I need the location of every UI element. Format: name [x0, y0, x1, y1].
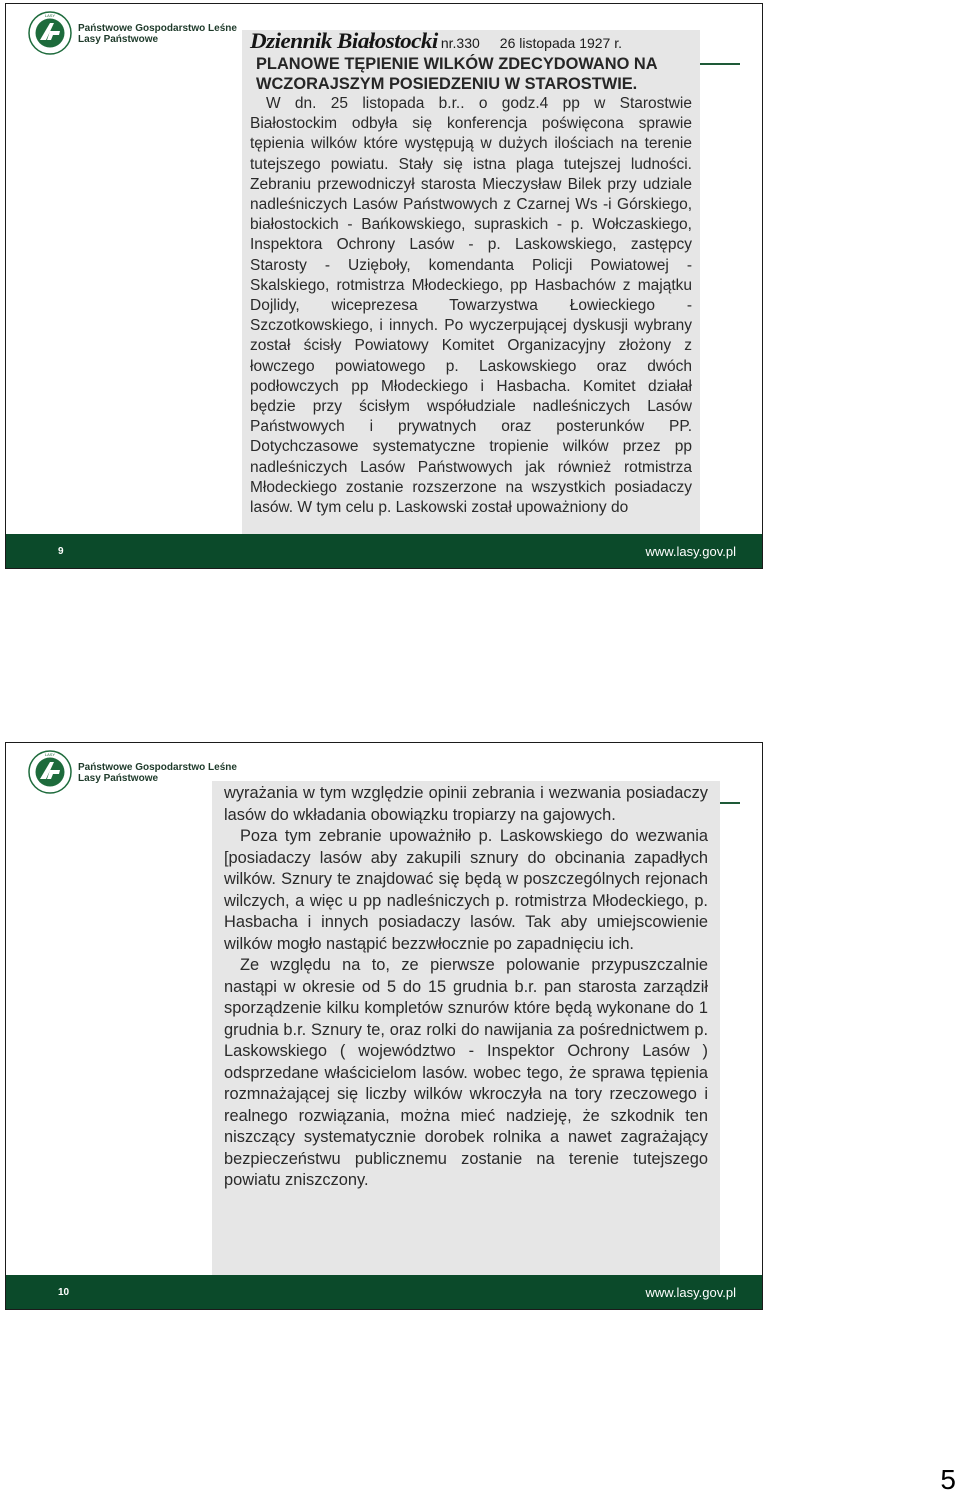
org-line-2: Lasy Państwowe — [78, 773, 159, 784]
article-paragraph: wyrażania w tym względzie opinii zebrania i wezwania posiadaczy lasów do wkładania obowiązku tropiarzy na gajowych. — [224, 784, 708, 824]
newspaper-title: Dziennik Białostocki — [250, 28, 438, 53]
header-divider — [700, 63, 740, 65]
newspaper-clipping — [242, 30, 700, 537]
article-body: W dn. 25 listopada b.r.. o godz.4 pp w Starostwie Białostockim odbyła się konferencja poświęcona sprawie tępienia wilków które występują w dużych ilościach na terenie tutejszego powiatu. Stały się istna plaga tutejszej ludności. Zebraniu przewodniczył starosta Mieczysław Bilek przy udziale nadleśniczych Lasów Państwowych z Czarnej Ws -i Górskiego, białostockich - Bańkowskiego, supraskich - p. Wołczaskiego, Inspektora Ochrony Lasów - p. Laskowskiego, zastępcy Starosty - Uzięboły, komendanta Policji Powiatowej - Skalskiego, rotmistrza Młodeckiego, pp Hasbachów z majątku Dojlidy, wiceprezesa Towarzystwa Łowieckiego - Szczotkowskiego, i innych. Po wyczerpującej dyskusji wybrany został ścisły Powiatowy Komitet Organizacyjny złożony z łowczego powiatowego p. Laskowskiego oraz dwóch podłowczych pp Młodeckiego i Hasbacha. Komitet działał będzie przy ścisłym współudziale nadleśniczych Lasów Państwowych i prywatnych oraz posterunków PP. Dotychczasowe systematyczne tropienie wilków przez pp nadleśniczych Lasów Państwowych jak również rotmistrza Młodeckiego zostanie rozszerzone na wszystkich posiadaczy lasów. W tym celu p. Laskowski został upoważniony do — [250, 95, 692, 517]
svg-text:LASY: LASY — [44, 752, 56, 757]
org-line-1: Państwowe Gospodarstwo Leśne — [78, 762, 237, 773]
slide-number: 9 — [58, 546, 64, 557]
org-line-2: Lasy Państwowe — [78, 34, 159, 45]
svg-text:LASY: LASY — [44, 13, 56, 18]
lasy-panstwowe-logo — [28, 750, 72, 794]
article-paragraph: Ze względu na to, ze pierwsze polowanie przypuszczalnie nastąpi w okresie od 5 do 15 grudnia b.r. pan starosta zarządził sporządzenie kilku kompletów sznurów które będą wykonane do 1 grudnia b.r. Sznury te, oraz rolki do nawijania za pośrednictwem p. Laskowskiego ( województwo - Inspektor Ochrony Lasów ) odsprzedane właścicielom lasów. wobec tego, że sprawa tępienia rozmnażającej się liczby wilków wkroczyła na tory rzeczowego i realnego rozwiązania, można mieć nadzieję, że szkodnik ten niszczący systematycznie dorobek rolnika a nawet zagrażający bezpieczeństwu publicznemu zostanie na terenie tutejszego powiatu zniszczony. — [224, 956, 708, 1189]
slide-9 — [5, 3, 763, 569]
slide-footer — [6, 1275, 762, 1309]
header-divider — [720, 802, 740, 804]
slide-10 — [5, 742, 763, 1310]
lasy-panstwowe-logo — [28, 11, 72, 55]
issue-date: 26 listopada 1927 r. — [499, 35, 623, 51]
org-name — [78, 23, 237, 45]
article-headline: PLANOWE TĘPIENIE WILKÓW ZDECYDOWANO NA WCZORAJSZYM POSIEDZENIU W STAROSTWIE. — [256, 55, 657, 93]
slide-footer — [6, 534, 762, 568]
website-link[interactable]: www.lasy.gov.pl — [645, 1285, 736, 1300]
website-link[interactable]: www.lasy.gov.pl — [645, 544, 736, 559]
page-number: 5 — [940, 1464, 956, 1495]
org-line-1: Państwowe Gospodarstwo Leśne — [78, 23, 237, 34]
article-paragraph: Poza tym zebranie upoważniło p. Laskowskiego do wezwania [posiadaczy lasów aby zakupili sznury do obcinania zapadłych wilków. Sznury te znajdować się będą w poszczególnych rejonach wilczych, a więc u pp nadleśniczych p. rotmistrza Młodeckiego, p. Hasbacha i innych posiadaczy lasów. Tak aby umiejscowienie wilków mogło nastąpić bezzwłocznie po zapadnięciu ich. — [224, 827, 708, 953]
issue-number: nr.330 — [440, 35, 480, 51]
newspaper-clipping — [212, 781, 720, 1282]
slide-number: 10 — [58, 1287, 70, 1298]
